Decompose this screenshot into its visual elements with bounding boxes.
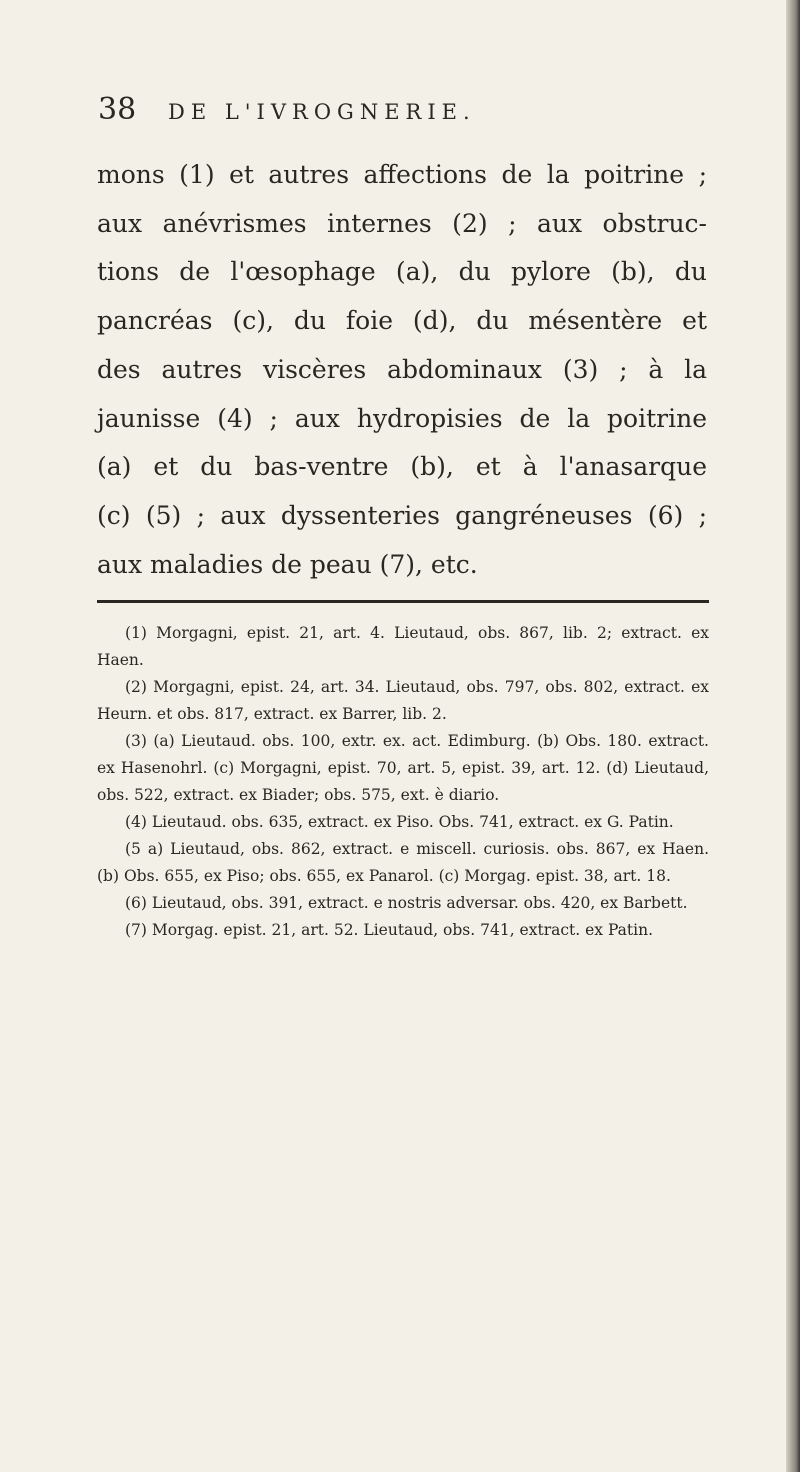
footnote-text: (7) Morgag. epist. 21, art. 52. Lieutaud, obs. 741, extract. ex Patin. — [125, 921, 654, 939]
binding-edge — [786, 0, 800, 1472]
footnote-text: (6) Lieutaud, obs. 391, extract. e nostris adversar. obs. 420, ex Barbett. — [125, 894, 688, 912]
footnote-text: (2) Morgagni, epist. 24, art. 34. Lieutaud, obs. 797, obs. 802, extract. ex Heurn. et obs. 817, extract. ex Barrer, lib. 2. — [97, 678, 709, 723]
footnote — [97, 620, 709, 674]
footnote — [97, 836, 709, 890]
footnote — [97, 674, 709, 728]
footnote-text: (3) (a) Lieutaud. obs. 100, extr. ex. act. Edimburg. (b) Obs. 180. extract. ex Hasenohrl. (c) Morgagni, epist. 70, art. 5, epist. 39, art. 12. (d) Lieutaud, obs. 522, extract. ex Biader; obs. 575, ext. è diario. — [97, 732, 709, 804]
footnote-text: (4) Lieutaud. obs. 635, extract. ex Piso. Obs. 741, extract. ex G. Patin. — [125, 813, 674, 831]
running-title: DE L'IVROGNERIE. — [168, 100, 476, 124]
body-line: aux anévrismes internes (2) ; aux obstruc- — [97, 208, 707, 238]
footnote-text: (5 a) Lieutaud, obs. 862, extract. e miscell. curiosis. obs. 867, ex Haen. (b) Obs. 655, ex Piso; obs. 655, ex Panarol. (c) Morgag. epist. 38, art. 18. — [97, 840, 709, 885]
footnotes — [97, 620, 709, 944]
body-text — [97, 151, 707, 589]
page-header — [98, 92, 698, 142]
body-line: tions de l'œsophage (a), du pylore (b), du — [97, 257, 707, 287]
body-line: aux maladies de peau (7), etc. — [97, 549, 478, 579]
body-line: (a) et du bas-ventre (b), et à l'anasarque — [97, 452, 707, 482]
body-line: des autres viscères abdominaux (3) ; à la — [97, 354, 707, 384]
body-line: jaunisse (4) ; aux hydropisies de la poitrine — [97, 403, 707, 433]
footnote-rule — [97, 600, 709, 603]
body-line: mons (1) et autres affections de la poitrine ; — [97, 160, 707, 189]
footnote — [97, 890, 709, 917]
footnote — [97, 809, 709, 836]
body-line: (c) (5) ; aux dyssenteries gangréneuses (6) ; — [97, 500, 707, 530]
page-number: 38 — [98, 92, 137, 127]
footnote — [97, 728, 709, 809]
body-line: pancréas (c), du foie (d), du mésentère et — [97, 306, 707, 336]
footnote-text: (1) Morgagni, epist. 21, art. 4. Lieutaud, obs. 867, lib. 2; extract. ex Haen. — [97, 624, 709, 669]
footnote — [97, 917, 709, 944]
